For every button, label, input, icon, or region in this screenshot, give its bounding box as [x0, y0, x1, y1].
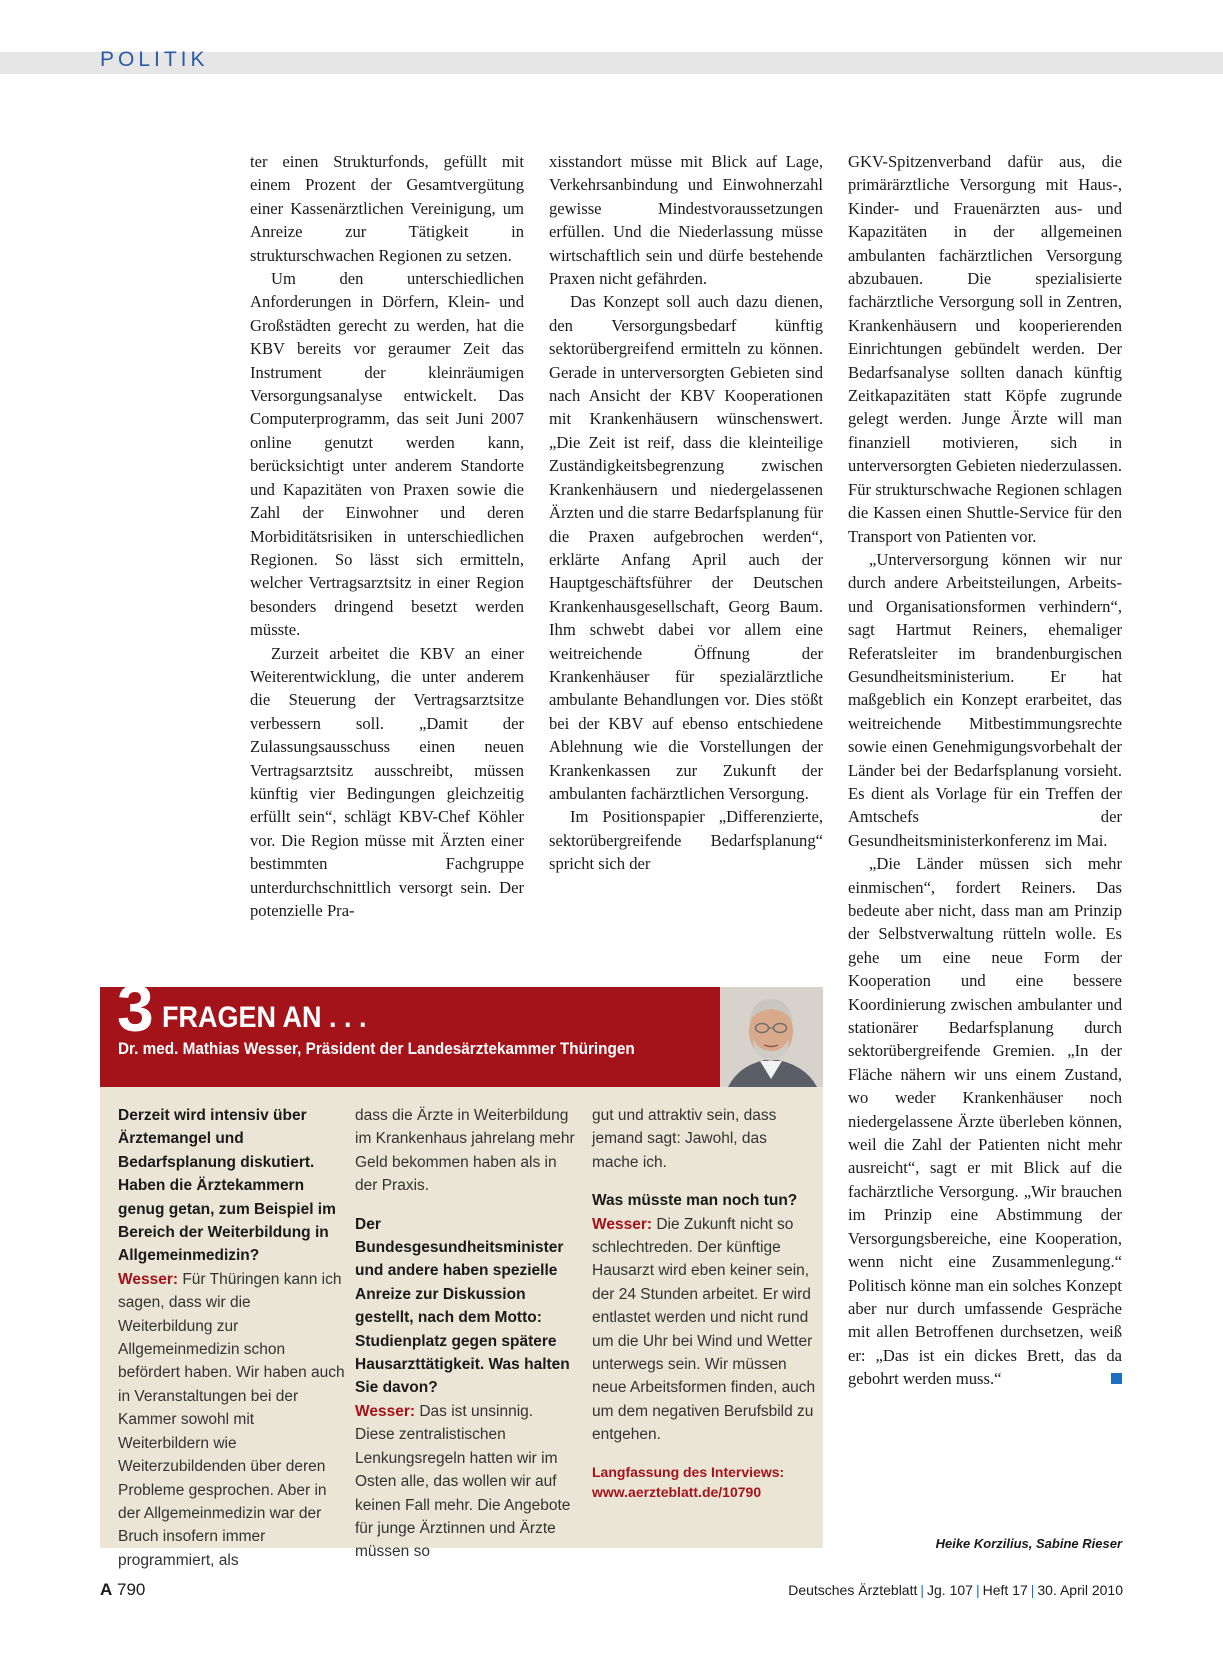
page-prefix: A: [100, 1580, 113, 1599]
interview-answer: [118, 1268, 346, 1572]
interview-box: [100, 971, 823, 1569]
separator: |: [975, 1582, 980, 1598]
paragraph: GKV-Spitzenverband dafür aus, die primärärztliche Versorgung mit Haus-, Kinder- und Frauenärzten aus- und Kapazitäten in der allgemeinen ambulanten fachärztlichen Versorgung abzubauen. Die spezialisierte fachärztliche Versorgung soll in Zentren, Krankenhäusern und kooperierenden Einrichtungen gebündelt werden. Der Bedarfsanalyse sollten danach künftig Zeitkapazitäten statt Köpfe zugrunde gelegt werden. Junge Ärzte will man finanziell motivieren, sich in unterversorgten Gebieten niederzulassen. Für strukturschwache Regionen schlagen die Kassen einen Shuttle-Service für den Transport von Patienten vor.: [848, 152, 1122, 546]
interview-column-1: [118, 1104, 346, 1572]
paragraph: [848, 852, 1122, 1390]
interview-column-2: [355, 1104, 575, 1564]
paragraph: Um den unterschiedlichen Anforderungen in Dörfern, Klein- und Großstädten gerecht zu werden, hat die KBV bereits vor geraumer Zeit das Instrument der kleinräumigen Versorgungsanalyse entwickelt. Das Computerprogramm, das seit Juni 2007 online genutzt werden kann, berücksichtigt unter anderem Standorte und Kapazitäten von Praxen sowie die Zahl der Einwohner und deren Morbiditätsrisiken in unterschiedlichen Regionen. So lässt sich ermitteln, welcher Vertragsarztsitz in einer Region besonders dringend besetzt werden müsste.: [250, 269, 524, 640]
page-number-value: 790: [117, 1580, 146, 1599]
end-mark-icon: [1111, 1373, 1122, 1384]
paragraph: ter einen Strukturfonds, gefüllt mit einem Prozent der Gesamtvergütung einer Kassenärztlichen Vereinigung, um Anreize zur Tätigkeit in strukturschwachen Regionen zu setzen.: [250, 152, 524, 265]
paragraph: Im Positionspapier „Differenzierte, sektorübergreifende Bedarfsplanung“ spricht sich der: [549, 807, 823, 874]
interview-title: FRAGEN AN . . .: [162, 1001, 367, 1034]
article-authors: Heike Korzilius, Sabine Rieser: [935, 1536, 1122, 1551]
separator: |: [1030, 1582, 1035, 1598]
interview-answer: gut und attraktiv sein, dass jemand sagt: Jawohl, das mache ich.: [592, 1107, 777, 1171]
interview-header: [100, 971, 720, 1087]
journal-date: 30. April 2010: [1037, 1582, 1123, 1598]
paragraph: Zurzeit arbeitet die KBV an einer Weiterentwicklung, die unter anderem die Steuerung der Vertragsarztsitze verbessern soll. „Damit der Zulassungsausschuss einen neuen Vertragsarztsitz ausschreibt, müssen künftig vier Bedingungen gleichzeitig erfüllt sein“, schlägt KBV-Chef Köhler vor. Die Region müsse mit Ärzten einer bestimmten Fachgruppe unterdurchschnittlich versorgt sein. Der potenzielle Pra-: [250, 643, 524, 920]
interview-answer: [355, 1400, 575, 1564]
answer-text: Die Zukunft nicht so schlechtreden. Der künftige Hausarzt wird eben keiner sein, der 24 Stunden arbeitet. Er wird entlastet werden und nicht rund um die Uhr bei Wind und Wetter unterwegs sein. Wir müssen neue Arbeitsformen finden, auch um dem negativen Berufsbild zu entgehen.: [592, 1215, 816, 1444]
interview-number: 3: [117, 971, 154, 1045]
article-column-3: [848, 150, 1122, 1391]
speaker-label: Wesser:: [592, 1215, 653, 1233]
article-column-1: [250, 150, 524, 922]
page-number: [100, 1580, 145, 1600]
speaker-label: Wesser:: [118, 1270, 179, 1288]
paragraph-text: „Die Länder müssen sich mehr einmischen“, fordert Reiners. Das bedeute aber nicht, dass man am Prinzip der Selbstverwaltung rütteln wolle. Es gehe um eine neue Form der Kooperation und eine bessere Koordinierung zwischen ambulanter und stationärer Bedarfsplanung durch sektorübergreifende Gremien. „In der Fläche nähern wir uns einem Zustand, wo weder Krankenhäuser noch niedergelassene Ärzte überleben können, weil die Zahl der Patienten nicht mehr ausreicht“, sagt er mit Blick auf die fachärztliche Versorgung. „Wir brauchen im Prinzip eine Abstimmung der Versorgungsbereiche, eine Kooperation, wenn nicht eine Zusammenlegung.“ Politisch könne man ein solches Konzept aber nur durch umfassende Gespräche mit allen Betroffenen durchsetzen, weiß er: „Das ist ein dickes Brett, das da gebohrt werden muss.“: [848, 854, 1122, 1389]
interview-question: Der Bundesgesundheitsminister und andere haben spezielle Anreize zur Diskussion gestellt, nach dem Motto: Studienplatz gegen spätere Hausarzttätigkeit. Was halten Sie davon?: [355, 1215, 570, 1397]
interview-body: [100, 1087, 823, 1569]
answer-text: Das ist unsinnig. Diese zentralistischen Lenkungsregeln hatten wir im Osten alle, das wollen wir auf keinen Fall mehr. Die Angebote für junge Ärztinnen und Ärzte müssen so: [355, 1402, 571, 1561]
interview-column-3: [592, 1104, 817, 1502]
journal-info: [788, 1582, 1123, 1598]
journal-issue: Heft 17: [982, 1582, 1028, 1598]
section-label: POLITIK: [100, 48, 209, 71]
paragraph: Das Konzept soll auch dazu dienen, den Versorgungsbedarf künftig sektorübergreifend ermitteln zu können. Gerade in unterversorgten Gebieten sind nach Ansicht der KBV Kooperationen mit Krankenhäusern wünschenswert. „Die Zeit ist reif, dass die kleinteilige Zuständigkeitsbegrenzung zwischen Krankenhäusern und niedergelassenen Ärzten und die starre Bedarfsplanung für die Praxen aufgebrochen werden“, erklärte Anfang April auch der Hauptgeschäftsführer der Deutschen Krankenhausgesellschaft, Georg Baum. Ihm schwebt dabei vor allem eine weitreichende Öffnung der Krankenhäuser für spezialärztliche ambulante Behandlungen vor. Dies stößt bei der KBV auf ebenso entschiedene Ablehnung wie die Vorstellungen der Krankenkassen zur Zukunft der ambulanten fachärztlichen Versorgung.: [549, 292, 823, 803]
interview-link[interactable]: www.aerzteblatt.de/10790: [592, 1483, 762, 1500]
interview-answer: [592, 1213, 817, 1447]
interview-question: Derzeit wird intensiv über Ärztemangel und Bedarfsplanung diskutiert. Haben die Ärztekammern genug getan, zum Beispiel im Bereich der Weiterbildung in Allgemeinmedizin?: [118, 1107, 336, 1265]
article-column-2: [549, 150, 823, 876]
interview-link-label: Langfassung des Interviews:: [592, 1463, 785, 1480]
interview-subtitle: Dr. med. Mathias Wesser, Präsident der Landesärztekammer Thüringen: [118, 1039, 635, 1058]
journal-volume: Jg. 107: [927, 1582, 973, 1598]
speaker-label: Wesser:: [355, 1402, 416, 1420]
separator: |: [920, 1582, 925, 1598]
paragraph: xisstandort müsse mit Blick auf Lage, Verkehrsanbindung und Einwohnerzahl gewisse Mindestvoraussetzungen erfüllen. Und die Niederlassung müsse wirtschaftlich sein und dürfe bestehende Praxen nicht gefährden.: [549, 152, 823, 289]
answer-text: Für Thüringen kann ich sagen, dass wir die Weiterbildung zur Allgemeinmedizin schon befördert haben. Wir haben auch in Veranstaltungen bei der Kammer sowohl mit Weiterbildern wie Weiterzubildenden über deren Probleme gesprochen. Aber in der Allgemeinmedizin war der Bruch insofern immer programmiert, als: [118, 1270, 345, 1569]
journal-name: Deutsches Ärzteblatt: [788, 1582, 918, 1598]
interview-question: Was müsste man noch tun?: [592, 1192, 798, 1210]
paragraph: „Unterversorgung können wir nur durch andere Arbeitsteilungen, Arbeits- und Organisationsformen verhindern“, sagt Hartmut Reiners, ehemaliger Referatsleiter im brandenburgischen Gesundheitsministerium. Er hat maßgeblich ein Konzept erarbeitet, das weitreichende Mitbestimmungsrechte sowie einen Genehmigungsvorbehalt der Länder bei der Bedarfsplanung vorsieht. Es dient als Vorlage für ein Treffen der Amtschefs der Gesundheitsministerkonferenz im Mai.: [848, 549, 1122, 850]
interview-answer: dass die Ärzte in Weiterbildung im Krankenhaus jahrelang mehr Geld bekommen haben als in der Praxis.: [355, 1107, 575, 1195]
portrait-photo: [720, 987, 823, 1087]
